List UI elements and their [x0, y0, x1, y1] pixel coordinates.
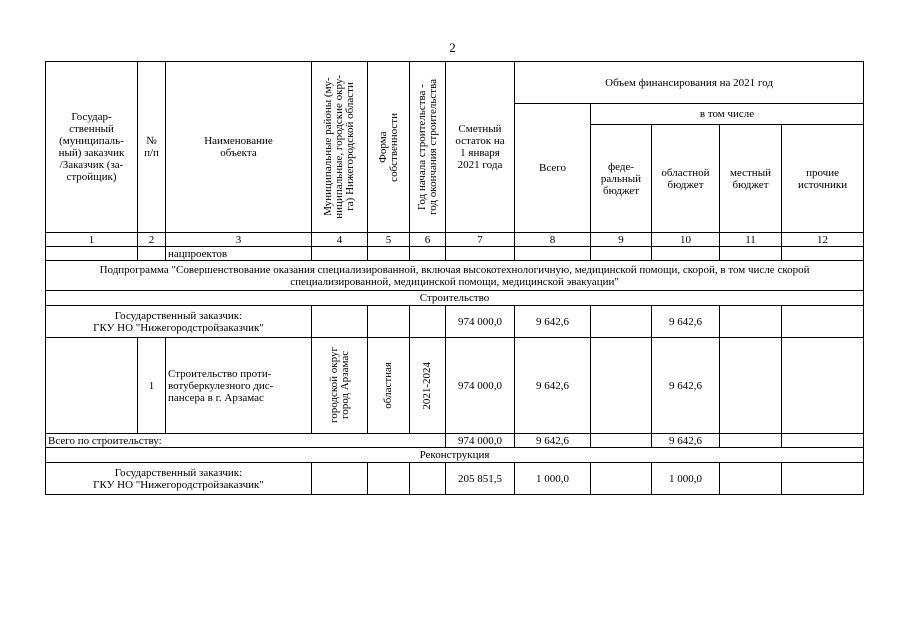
- header-years-text: Год начала строительства - год окончания строительства: [415, 79, 439, 215]
- object-name: Строительство проти- вотуберкулезного дис- пансера в г. Арзамас: [166, 338, 312, 434]
- col-number: 11: [720, 233, 782, 247]
- customer-row: [46, 463, 864, 495]
- header-regional: областной бюджет: [652, 125, 720, 233]
- object-years-text: 2021-2024: [421, 361, 433, 410]
- total-value: 1 000,0: [515, 463, 591, 495]
- object-row: [46, 338, 864, 434]
- customer-name: Государственный заказчик: ГКУ НО "Нижегородстройзаказчик": [46, 306, 312, 338]
- header-num: № п/п: [138, 62, 166, 233]
- col-number: 8: [515, 233, 591, 247]
- balance-value: 974 000,0: [446, 306, 515, 338]
- col-number: 10: [652, 233, 720, 247]
- header-districts: [312, 62, 368, 233]
- header-ownership: [368, 62, 410, 233]
- col-number: 4: [312, 233, 368, 247]
- customer-row: [46, 306, 864, 338]
- carry-over-row: [46, 247, 864, 261]
- customer-name: Государственный заказчик: ГКУ НО "Нижегородстройзаказчик": [46, 463, 312, 495]
- col-number: 12: [782, 233, 864, 247]
- object-ownership-text: областная: [382, 362, 394, 409]
- object-district: [312, 338, 368, 434]
- construction-total-row: [46, 434, 864, 448]
- total-value: 9 642,6: [515, 306, 591, 338]
- header-object-name: Наименование объекта: [166, 62, 312, 233]
- header-total: Всего: [515, 104, 591, 233]
- balance-value: 205 851,5: [446, 463, 515, 495]
- total-value: 9 642,6: [515, 338, 591, 434]
- carry-text: нацпроектов: [166, 247, 312, 261]
- object-years: [410, 338, 446, 434]
- regional-value: 9 642,6: [652, 306, 720, 338]
- header-other: прочие источники: [782, 125, 864, 233]
- regional-value: 9 642,6: [652, 434, 720, 448]
- column-numbers-row: [46, 233, 864, 247]
- page-number: 2: [449, 40, 456, 55]
- header-ownership-text: Форма собственности: [376, 112, 400, 182]
- header-including: в том числе: [591, 104, 864, 125]
- balance-value: 974 000,0: [446, 338, 515, 434]
- col-number: 6: [410, 233, 446, 247]
- object-district-text: городской округ город Арзамас: [327, 347, 351, 424]
- header-customer: Государ- ственный (муниципаль- ный) заказчик /Заказчик (за- стройщик): [46, 62, 138, 233]
- col-number: 5: [368, 233, 410, 247]
- col-number: 2: [138, 233, 166, 247]
- balance-value: 974 000,0: [446, 434, 515, 448]
- header-years: [410, 62, 446, 233]
- total-value: 9 642,6: [515, 434, 591, 448]
- header-funding: Объем финансирования на 2021 год: [515, 62, 864, 104]
- construction-total-label: Всего по строительству:: [46, 434, 446, 448]
- object-number: 1: [138, 338, 166, 434]
- header-districts-text: Муниципальные районы (му- ниципальные, городские окру- га) Нижегородской области: [322, 75, 356, 219]
- section-reconstruction: Реконструкция: [46, 448, 864, 463]
- regional-value: 9 642,6: [652, 338, 720, 434]
- col-number: 9: [591, 233, 652, 247]
- col-number: 7: [446, 233, 515, 247]
- header-federal: феде- ральный бюджет: [591, 125, 652, 233]
- header-local: местный бюджет: [720, 125, 782, 233]
- object-ownership: [368, 338, 410, 434]
- subprogram-title: Подпрограмма "Совершенствование оказания специализированной, включая высокотехнологичную, медицинской помощи, скорой, в том числе скорой специализированной, медицинской помощи, медицинской эвакуации": [46, 261, 864, 291]
- col-number: 3: [166, 233, 312, 247]
- col-number: 1: [46, 233, 138, 247]
- regional-value: 1 000,0: [652, 463, 720, 495]
- header-balance: Сметный остаток на 1 января 2021 года: [446, 62, 515, 233]
- financing-table: [45, 61, 864, 495]
- section-construction: Строительство: [46, 291, 864, 306]
